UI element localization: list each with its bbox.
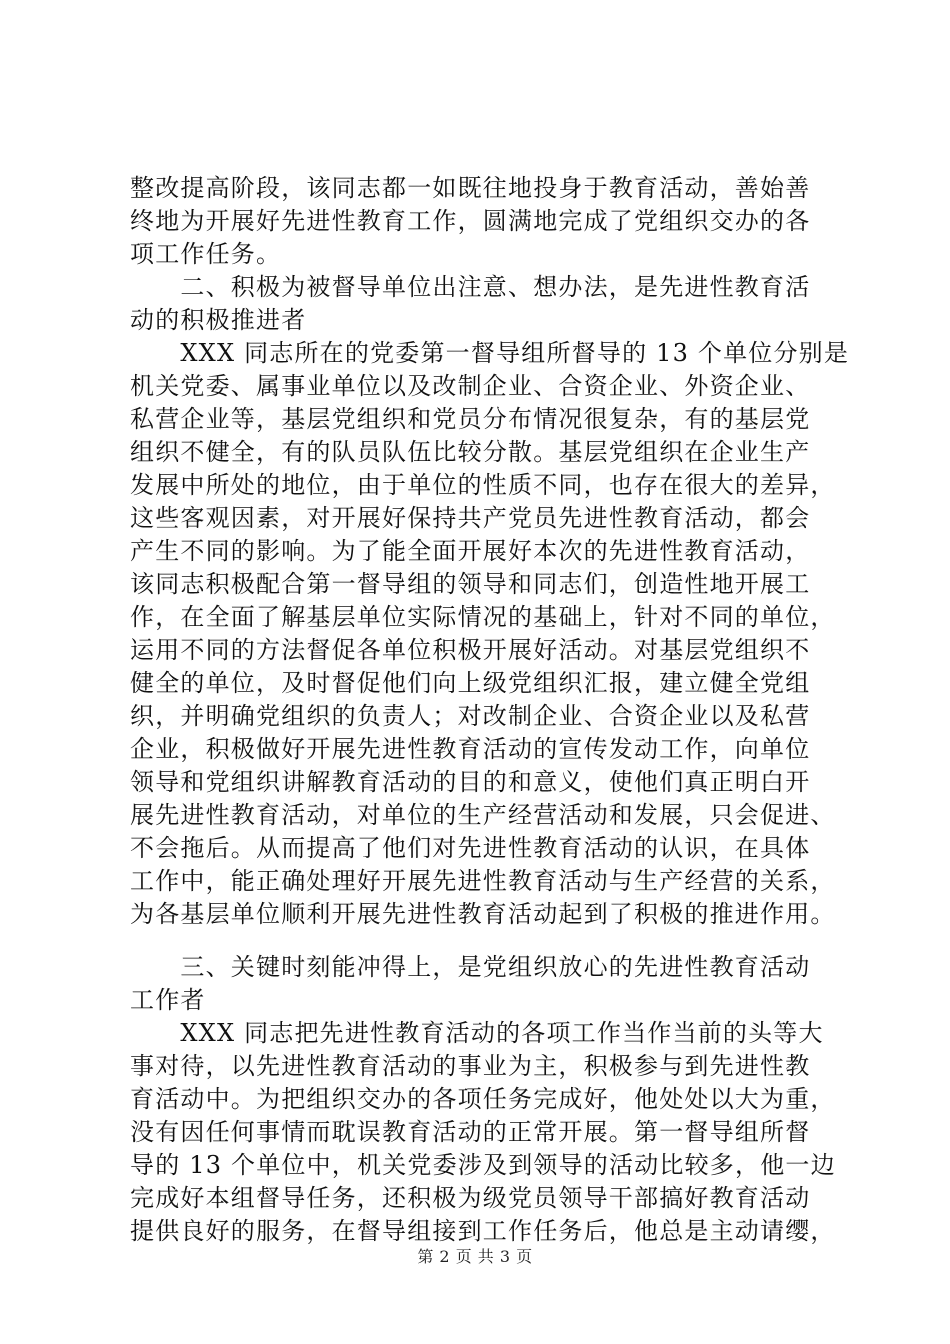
page-number-label: 第 2 页 共 3 页 bbox=[417, 1247, 533, 1266]
text-line: XXX 同志把先进性教育活动的各项工作当作当前的头等大 bbox=[130, 1019, 824, 1047]
text-line: 健全的单位，及时督促他们向上级党组织汇报，建立健全党组 bbox=[130, 669, 811, 697]
text-line: 机关党委、属事业单位以及改制企业、合资企业、外资企业、 bbox=[130, 372, 811, 400]
page-footer bbox=[0, 1244, 950, 1267]
text-line: 作，在全面了解基层单位实际情况的基础上，针对不同的单位， bbox=[130, 603, 836, 631]
text-line: 项工作任务。 bbox=[130, 240, 282, 268]
text-line: 工作中，能正确处理好开展先进性教育活动与生产经营的关系， bbox=[130, 867, 836, 895]
text-line: XXX 同志所在的党委第一督导组所督导的 13 个单位分别是 bbox=[130, 339, 850, 367]
section-heading-line: 三、关键时刻能冲得上，是党组织放心的先进性教育活动 bbox=[130, 953, 811, 981]
text-line: 企业，积极做好开展先进性教育活动的宣传发动工作，向单位 bbox=[130, 735, 811, 763]
text-line: 组织不健全，有的队员队伍比较分散。基层党组织在企业生产 bbox=[130, 438, 811, 466]
text-line: 完成好本组督导任务，还积极为级党员领导干部搞好教育活动 bbox=[130, 1184, 811, 1212]
section-heading-line: 工作者 bbox=[130, 986, 206, 1014]
section-heading-line: 动的积极推进者 bbox=[130, 306, 307, 334]
text-line: 育活动中。为把组织交办的各项任务完成好，他处处以大为重， bbox=[130, 1085, 836, 1113]
document-body bbox=[130, 172, 850, 1248]
text-line: 该同志积极配合第一督导组的领导和同志们，创造性地开展工 bbox=[130, 570, 811, 598]
section-heading-line: 二、积极为被督导单位出注意、想办法，是先进性教育活 bbox=[130, 273, 811, 301]
text-line: 这些客观因素，对开展好保持共产党员先进性教育活动，都会 bbox=[130, 504, 811, 532]
text-line: 展先进性教育活动，对单位的生产经营活动和发展，只会促进、 bbox=[130, 801, 836, 829]
text-line: 终地为开展好先进性教育工作，圆满地完成了党组织交办的各 bbox=[130, 207, 811, 235]
text-line: 织，并明确党组织的负责人；对改制企业、合资企业以及私营 bbox=[130, 702, 811, 730]
text-line: 为各基层单位顺利开展先进性教育活动起到了积极的推进作用。 bbox=[130, 900, 836, 928]
text-line: 事对待，以先进性教育活动的事业为主，积极参与到先进性教 bbox=[130, 1052, 811, 1080]
text-line: 没有因任何事情而耽误教育活动的正常开展。第一督导组所督 bbox=[130, 1118, 811, 1146]
text-line: 提供良好的服务，在督导组接到工作任务后，他总是主动请缨， bbox=[130, 1217, 836, 1245]
text-line: 私营企业等，基层党组织和党员分布情况很复杂，有的基层党 bbox=[130, 405, 811, 433]
text-line: 运用不同的方法督促各单位积极开展好活动。对基层党组织不 bbox=[130, 636, 811, 664]
text-line: 不会拖后。从而提高了他们对先进性教育活动的认识，在具体 bbox=[130, 834, 811, 862]
text-line: 领导和党组织讲解教育活动的目的和意义，使他们真正明白开 bbox=[130, 768, 811, 796]
paragraph-gap bbox=[130, 931, 830, 951]
text-line: 整改提高阶段，该同志都一如既往地投身于教育活动，善始善 bbox=[130, 174, 811, 202]
text-line: 产生不同的影响。为了能全面开展好本次的先进性教育活动， bbox=[130, 537, 811, 565]
text-line: 发展中所处的地位，由于单位的性质不同，也存在很大的差异， bbox=[130, 471, 836, 499]
text-line: 导的 13 个单位中，机关党委涉及到领导的活动比较多，他一边 bbox=[130, 1151, 836, 1179]
